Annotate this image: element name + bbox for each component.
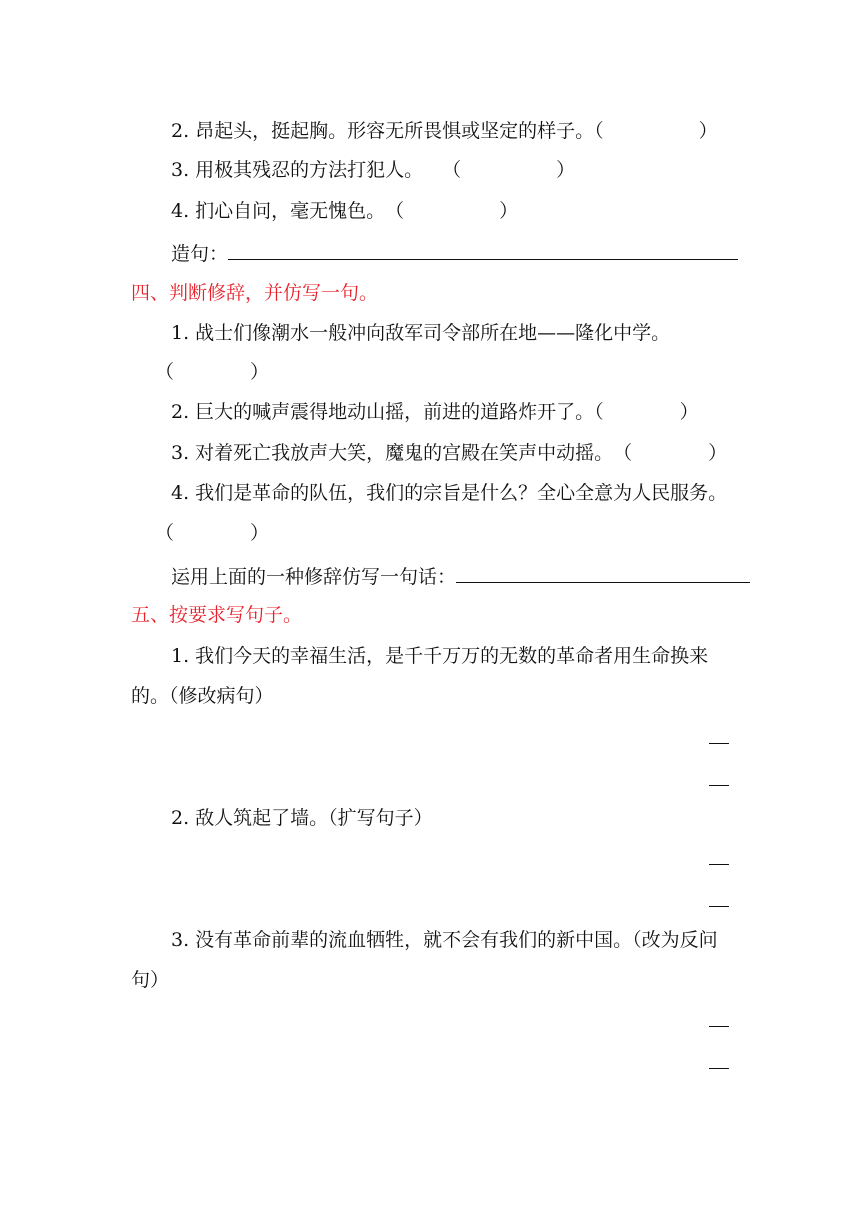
s4-question-2: 2. 巨大的喊声震得地动山摇，前进的道路炸开了。（ ） xyxy=(171,401,699,423)
imitate-answer-line[interactable] xyxy=(456,562,750,583)
answer-line[interactable] xyxy=(709,864,729,865)
answer-line[interactable] xyxy=(709,785,729,786)
s4-question-3: 3. 对着死亡我放声大笑，魔鬼的宫殿在笑声中动摇。 （ ） xyxy=(171,442,728,464)
make-sentence-answer-line[interactable] xyxy=(228,239,738,260)
imitate-label: 运用上面的一种修辞仿写一句话： xyxy=(171,566,457,588)
s3-question-2: 2. 昂起头，挺起胸。形容无所畏惧或坚定的样子。（ ） xyxy=(171,120,718,142)
s4-question-1: 1. 战士们像潮水一般冲向敌军司令部所在地——隆化中学。 xyxy=(171,322,671,344)
s4-heading: 四、判断修辞，并仿写一句。 xyxy=(131,282,379,304)
answer-line[interactable] xyxy=(709,1026,729,1027)
s4-question-1-paren: （ ） xyxy=(155,361,270,383)
answer-line[interactable] xyxy=(709,1068,729,1069)
s4-imitate xyxy=(171,562,750,590)
s5-question-3-line1: 3. 没有革命前辈的流血牺牲，就不会有我们的新中国。（改为反问 xyxy=(171,929,718,951)
s5-question-2: 2. 敌人筑起了墙。（扩写句子） xyxy=(171,807,433,829)
s5-question-3-line2: 句） xyxy=(131,969,170,991)
s4-question-4-paren: （ ） xyxy=(155,522,270,544)
s3-make-sentence xyxy=(171,239,738,267)
s5-heading: 五、按要求写句子。 xyxy=(131,604,303,626)
make-sentence-label: 造句： xyxy=(171,243,229,265)
s5-question-1-line1: 1. 我们今天的幸福生活，是千千万万的无数的革命者用生命换来 xyxy=(171,645,709,667)
s4-question-4: 4. 我们是革命的队伍，我们的宗旨是什么？全心全意为人民服务。 xyxy=(171,482,728,504)
s3-question-4: 4. 扪心自问，毫无愧色。 （ ） xyxy=(171,200,519,222)
s5-question-1-line2: 的。（修改病句） xyxy=(131,685,274,707)
s3-question-3: 3. 用极其残忍的方法打犯人。 （ ） xyxy=(171,159,576,181)
answer-line[interactable] xyxy=(709,906,729,907)
answer-line[interactable] xyxy=(709,743,729,744)
